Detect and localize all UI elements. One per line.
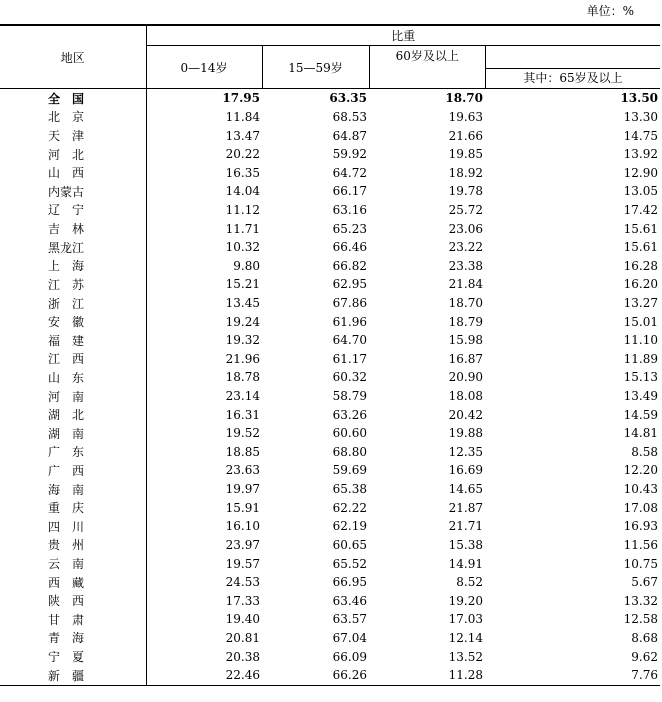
value-age-60-plus: 14.91 — [448, 556, 483, 571]
value-age-60-plus: 16.69 — [448, 463, 483, 478]
value-age-60-plus: 11.28 — [369, 666, 485, 685]
value-age-60-plus: 20.42 — [448, 407, 483, 422]
table-row — [0, 350, 660, 369]
value-age-60-plus: 12.35 — [448, 444, 483, 459]
region-cell: 上 海 — [0, 256, 146, 275]
value-age-65-plus: 7.76 — [485, 666, 660, 685]
value-age-65-plus: 15.61 — [623, 240, 659, 255]
value-age-0-14: 11.84 — [225, 109, 260, 124]
value-age-65-plus: 12.58 — [623, 612, 659, 627]
value-age-15-59: 62.22 — [332, 500, 367, 515]
value-age-15-59: 64.87 — [332, 128, 367, 143]
value-age-60-plus: 18.70 — [448, 296, 483, 310]
region-cell: 湖 南 — [0, 424, 146, 443]
value-age-0-14: 23.63 — [225, 463, 260, 478]
value-age-15-59: 63.46 — [332, 593, 367, 608]
value-age-60-plus: 15.98 — [448, 333, 483, 348]
region-cell: 天 津 — [0, 126, 146, 145]
table-row — [0, 331, 660, 350]
value-age-0-14: 19.97 — [225, 482, 260, 497]
value-age-65-plus: 11.89 — [623, 351, 659, 366]
value-age-65-plus: 10.75 — [623, 556, 659, 571]
value-age-0-14: 13.45 — [225, 296, 260, 310]
region-cell: 吉 林 — [0, 219, 146, 238]
value-age-65-plus: 16.28 — [623, 258, 659, 273]
value-age-65-plus: 13.27 — [623, 296, 659, 310]
value-age-65-plus: 15.13 — [623, 370, 659, 385]
header-region: 地区 — [0, 25, 146, 89]
value-age-60-plus: 14.65 — [448, 482, 483, 497]
table-row — [0, 145, 660, 164]
region-cell: 广 西 — [0, 461, 146, 480]
region-cell: 辽 宁 — [0, 201, 146, 220]
region-cell: 新 疆 — [0, 666, 146, 685]
table-row — [0, 461, 660, 480]
header-age-65-plus: 其中：65岁及以上 — [486, 68, 660, 88]
region-cell: 甘 肃 — [0, 610, 146, 629]
table-row — [0, 591, 660, 610]
table-row — [0, 554, 660, 573]
value-age-0-14: 13.47 — [225, 128, 260, 143]
value-age-60-plus: 23.06 — [448, 221, 483, 236]
value-age-60-plus: 18.08 — [448, 389, 483, 404]
value-age-15-59: 60.65 — [332, 537, 367, 552]
table-row — [0, 312, 660, 331]
value-age-60-plus: 19.20 — [448, 593, 483, 608]
region-cell: 江 苏 — [0, 275, 146, 294]
value-age-65-plus: 13.92 — [623, 147, 659, 162]
region-cell: 西 藏 — [0, 573, 146, 592]
region-cell: 山 西 — [0, 163, 146, 182]
value-age-15-59: 66.17 — [332, 184, 367, 199]
value-age-0-14: 23.97 — [225, 537, 260, 552]
value-age-60-plus: 18.92 — [448, 165, 483, 180]
table-row — [0, 89, 660, 108]
value-age-0-14: 24.53 — [225, 575, 260, 590]
value-age-0-14: 16.31 — [225, 407, 260, 422]
value-age-0-14: 20.22 — [225, 147, 260, 162]
region-cell: 安 徽 — [0, 312, 146, 331]
table-row — [0, 536, 660, 555]
value-age-0-14: 16.35 — [225, 165, 260, 180]
value-age-65-plus: 8.58 — [631, 444, 659, 459]
table-row — [0, 126, 660, 145]
population-age-table — [0, 24, 660, 686]
value-age-15-59: 61.96 — [332, 314, 367, 329]
value-age-60-plus: 19.85 — [448, 147, 483, 162]
table-row — [0, 498, 660, 517]
value-age-0-14: 20.81 — [225, 630, 260, 645]
value-age-60-plus: 20.90 — [448, 370, 483, 385]
value-age-60-plus: 21.66 — [448, 128, 483, 143]
value-age-60-plus: 21.71 — [448, 519, 483, 534]
value-age-60-plus: 19.88 — [448, 426, 483, 441]
value-age-0-14: 18.78 — [225, 370, 260, 385]
value-age-0-14: 10.32 — [225, 240, 260, 255]
value-age-65-plus: 13.30 — [623, 109, 659, 124]
table-row — [0, 238, 660, 257]
value-age-15-59: 60.60 — [332, 426, 367, 441]
value-age-60-plus: 17.03 — [448, 612, 483, 627]
table-row — [0, 201, 660, 220]
table-row — [0, 219, 660, 238]
value-age-65-plus: 12.90 — [623, 165, 659, 180]
value-age-65-plus: 5.67 — [631, 575, 659, 590]
table-row — [0, 424, 660, 443]
value-age-0-14: 19.52 — [225, 426, 260, 441]
table-row — [0, 387, 660, 406]
value-age-0-14: 19.40 — [225, 612, 260, 627]
table-row — [0, 573, 660, 592]
table-row — [0, 629, 660, 648]
value-age-60-plus: 18.70 — [445, 91, 483, 106]
value-age-0-14: 14.04 — [225, 184, 260, 199]
region-cell: 黑龙江 — [0, 238, 146, 257]
table-header — [0, 25, 660, 89]
table-row — [0, 610, 660, 629]
header-age-15-59: 15—59岁 — [262, 46, 369, 89]
value-age-0-14: 11.71 — [225, 221, 260, 236]
table-row — [0, 108, 660, 127]
table-row — [0, 405, 660, 424]
value-age-0-14: 18.85 — [225, 444, 260, 459]
value-age-60-plus: 25.72 — [448, 202, 483, 217]
table-row — [0, 443, 660, 462]
value-age-60-plus: 23.22 — [448, 240, 483, 255]
value-age-60-plus: 21.84 — [448, 277, 483, 292]
value-age-60-plus: 18.79 — [448, 314, 483, 329]
value-age-65-plus: 17.42 — [623, 202, 659, 217]
region-cell: 海 南 — [0, 480, 146, 499]
value-age-65-plus: 14.81 — [623, 426, 659, 441]
value-age-60-plus: 19.63 — [448, 109, 483, 124]
region-cell: 青 海 — [0, 629, 146, 648]
value-age-0-14: 23.14 — [225, 389, 260, 404]
value-age-15-59: 59.92 — [332, 147, 367, 162]
value-age-15-59: 62.95 — [332, 277, 367, 292]
table-row — [0, 480, 660, 499]
value-age-65-plus: 13.05 — [623, 184, 659, 199]
value-age-15-59: 63.16 — [332, 202, 367, 217]
table-row — [0, 182, 660, 201]
value-age-60-plus: 16.87 — [448, 351, 483, 366]
value-age-0-14: 19.32 — [225, 333, 260, 348]
value-age-15-59: 58.79 — [332, 389, 367, 404]
value-age-0-14: 17.33 — [225, 593, 260, 608]
region-cell: 广 东 — [0, 443, 146, 462]
value-age-0-14: 19.24 — [225, 314, 260, 329]
region-cell: 重 庆 — [0, 498, 146, 517]
value-age-0-14: 15.91 — [225, 500, 260, 515]
value-age-65-plus: 17.08 — [623, 500, 659, 515]
value-age-0-14: 15.21 — [225, 277, 260, 292]
value-age-15-59: 65.38 — [332, 482, 367, 497]
value-age-0-14: 17.95 — [222, 91, 260, 106]
region-cell: 北 京 — [0, 108, 146, 127]
value-age-0-14: 19.57 — [225, 556, 260, 571]
table-body — [0, 89, 660, 686]
region-cell: 浙 江 — [0, 294, 146, 313]
region-cell: 内蒙古 — [0, 182, 146, 201]
value-age-15-59: 68.80 — [332, 444, 367, 459]
value-age-65-plus: 15.61 — [623, 221, 659, 236]
value-age-60-plus: 23.38 — [448, 258, 483, 273]
value-age-15-59: 61.17 — [332, 351, 367, 366]
region-cell: 福 建 — [0, 331, 146, 350]
value-age-65-plus: 13.32 — [623, 593, 659, 608]
table-row — [0, 368, 660, 387]
value-age-15-59: 67.86 — [332, 296, 367, 310]
value-age-60-plus: 15.38 — [448, 537, 483, 552]
value-age-15-59: 64.72 — [332, 165, 367, 180]
value-age-15-59: 65.23 — [332, 221, 367, 236]
value-age-0-14: 9.80 — [233, 258, 260, 273]
region-cell: 宁 夏 — [0, 647, 146, 666]
value-age-65-plus: 12.20 — [623, 463, 659, 478]
value-age-15-59: 60.32 — [332, 370, 367, 385]
region-cell: 四 川 — [0, 517, 146, 536]
value-age-60-plus: 21.87 — [448, 500, 483, 515]
value-age-0-14: 16.10 — [225, 519, 260, 534]
value-age-65-plus: 16.20 — [623, 277, 659, 292]
value-age-65-plus: 15.01 — [623, 314, 659, 329]
table-row — [0, 666, 660, 685]
value-age-65-plus: 13.50 — [620, 91, 659, 106]
value-age-15-59: 67.04 — [332, 630, 367, 645]
value-age-15-59: 62.19 — [332, 519, 367, 534]
value-age-15-59: 64.70 — [332, 333, 367, 348]
region-cell: 云 南 — [0, 554, 146, 573]
table-row — [0, 517, 660, 536]
table-row — [0, 256, 660, 275]
value-age-60-plus: 13.52 — [448, 649, 483, 664]
header-age-0-14: 0—14岁 — [146, 46, 262, 89]
region-cell: 陕 西 — [0, 591, 146, 610]
value-age-65-plus: 11.56 — [623, 537, 659, 552]
value-age-0-14: 20.38 — [225, 649, 260, 664]
header-age-60-plus-group — [369, 46, 660, 89]
value-age-65-plus: 8.68 — [631, 630, 659, 645]
value-age-65-plus: 9.62 — [631, 649, 659, 664]
table-row — [0, 163, 660, 182]
region-cell: 山 东 — [0, 368, 146, 387]
value-age-60-plus: 19.78 — [448, 184, 483, 199]
header-proportion: 比重 — [146, 25, 660, 46]
value-age-65-plus: 10.43 — [623, 482, 659, 497]
region-cell: 河 南 — [0, 387, 146, 406]
value-age-15-59: 63.26 — [332, 407, 367, 422]
value-age-0-14: 22.46 — [146, 666, 262, 685]
value-age-15-59: 63.57 — [332, 612, 367, 627]
table-row — [0, 647, 660, 666]
value-age-65-plus: 16.93 — [623, 519, 659, 534]
region-cell: 河 北 — [0, 145, 146, 164]
value-age-15-59: 63.35 — [329, 91, 367, 106]
table-row — [0, 275, 660, 294]
region-cell: 湖 北 — [0, 405, 146, 424]
region-cell: 贵 州 — [0, 536, 146, 555]
value-age-15-59: 65.52 — [332, 556, 367, 571]
value-age-0-14: 11.12 — [225, 202, 260, 217]
value-age-15-59: 68.53 — [332, 109, 367, 124]
unit-label: 单位：% — [586, 4, 634, 18]
region-cell: 全 国 — [0, 89, 146, 108]
value-age-15-59: 66.26 — [262, 666, 369, 685]
value-age-60-plus: 8.52 — [456, 575, 483, 590]
value-age-15-59: 66.09 — [332, 649, 367, 664]
value-age-15-59: 66.95 — [332, 575, 367, 590]
value-age-0-14: 21.96 — [225, 351, 260, 366]
value-age-65-plus: 13.49 — [623, 389, 659, 404]
value-age-15-59: 66.46 — [332, 240, 367, 255]
value-age-60-plus: 12.14 — [448, 630, 483, 645]
value-age-65-plus: 11.10 — [623, 333, 659, 348]
table-row — [0, 294, 660, 313]
value-age-65-plus: 14.75 — [623, 128, 659, 143]
header-age-60-plus: 60岁及以上 — [395, 49, 459, 63]
value-age-65-plus: 14.59 — [623, 407, 659, 422]
value-age-15-59: 66.82 — [332, 258, 367, 273]
value-age-15-59: 59.69 — [332, 463, 367, 478]
region-cell: 江 西 — [0, 350, 146, 369]
